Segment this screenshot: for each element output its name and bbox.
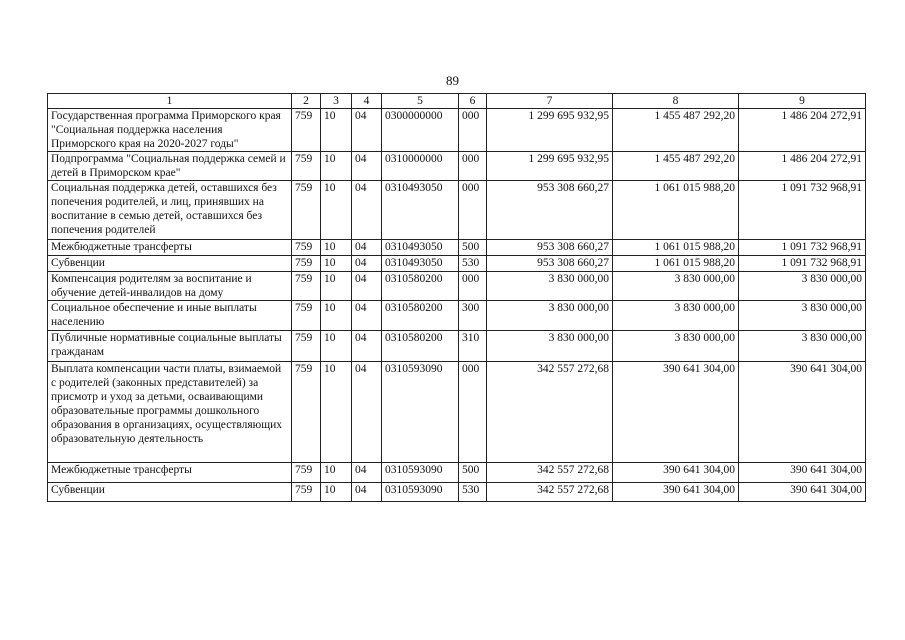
cell-col3: 10 (321, 240, 352, 256)
cell-col3: 10 (321, 483, 352, 502)
cell-col5: 0310580200 (382, 331, 459, 362)
table-row (48, 181, 866, 240)
cell-col7: 342 557 272,68 (487, 463, 613, 483)
row-name: Публичные нормативные социальные выплаты гражданам (48, 331, 292, 362)
cell-col7: 953 308 660,27 (487, 240, 613, 256)
cell-col9: 390 641 304,00 (739, 362, 866, 463)
table-row (48, 331, 866, 362)
cell-col9: 390 641 304,00 (739, 483, 866, 502)
cell-col4: 04 (352, 152, 382, 181)
column-header: 8 (613, 94, 739, 109)
cell-col7: 1 299 695 932,95 (487, 109, 613, 152)
cell-col6: 000 (459, 181, 487, 240)
column-header: 3 (321, 94, 352, 109)
cell-col2: 759 (292, 109, 321, 152)
cell-col2: 759 (292, 152, 321, 181)
cell-col3: 10 (321, 362, 352, 463)
cell-col5: 0310493050 (382, 181, 459, 240)
cell-col8: 390 641 304,00 (613, 483, 739, 502)
header-row (48, 94, 866, 109)
cell-col7: 342 557 272,68 (487, 362, 613, 463)
table-row (48, 463, 866, 483)
cell-col8: 1 455 487 292,20 (613, 109, 739, 152)
cell-col7: 953 308 660,27 (487, 181, 613, 240)
cell-col8: 3 830 000,00 (613, 301, 739, 331)
page-number: 89 (446, 73, 459, 88)
cell-col5: 0310593090 (382, 483, 459, 502)
cell-col4: 04 (352, 331, 382, 362)
row-name: Межбюджетные трансферты (48, 463, 292, 483)
table-row (48, 483, 866, 502)
cell-col9: 1 486 204 272,91 (739, 152, 866, 181)
cell-col4: 04 (352, 256, 382, 272)
cell-col7: 3 830 000,00 (487, 301, 613, 331)
row-name: Государственная программа Приморского края "Социальная поддержка населения Приморского края на 2020-2027 годы" (48, 109, 292, 152)
cell-col9: 1 091 732 968,91 (739, 181, 866, 240)
cell-col9: 1 486 204 272,91 (739, 109, 866, 152)
cell-col5: 0310000000 (382, 152, 459, 181)
cell-col2: 759 (292, 256, 321, 272)
cell-col2: 759 (292, 272, 321, 301)
cell-col6: 310 (459, 331, 487, 362)
cell-col6: 000 (459, 109, 487, 152)
row-name: Выплата компенсации части платы, взимаемой с родителей (законных представителей) за присмотр и уход за детьми, осваивающими образовательные программы дошкольного образования в организациях, осуществляющих образовательную деятельность (48, 362, 292, 463)
cell-col4: 04 (352, 240, 382, 256)
table-row (48, 152, 866, 181)
cell-col7: 3 830 000,00 (487, 272, 613, 301)
table-row (48, 362, 866, 463)
cell-col8: 3 830 000,00 (613, 331, 739, 362)
cell-col5: 0310580200 (382, 301, 459, 331)
table-row (48, 272, 866, 301)
cell-col5: 0310493050 (382, 256, 459, 272)
column-header: 6 (459, 94, 487, 109)
row-name: Субвенции (48, 256, 292, 272)
cell-col4: 04 (352, 301, 382, 331)
cell-col8: 1 455 487 292,20 (613, 152, 739, 181)
column-header: 4 (352, 94, 382, 109)
cell-col3: 10 (321, 331, 352, 362)
cell-col6: 500 (459, 240, 487, 256)
cell-col9: 3 830 000,00 (739, 301, 866, 331)
cell-col5: 0300000000 (382, 109, 459, 152)
cell-col6: 000 (459, 152, 487, 181)
table-row (48, 256, 866, 272)
column-header: 2 (292, 94, 321, 109)
table-row (48, 240, 866, 256)
cell-col4: 04 (352, 109, 382, 152)
cell-col6: 000 (459, 362, 487, 463)
cell-col4: 04 (352, 272, 382, 301)
cell-col4: 04 (352, 181, 382, 240)
cell-col2: 759 (292, 331, 321, 362)
column-header: 1 (48, 94, 292, 109)
cell-col3: 10 (321, 272, 352, 301)
table-row (48, 109, 866, 152)
budget-table (47, 93, 866, 502)
cell-col8: 3 830 000,00 (613, 272, 739, 301)
cell-col3: 10 (321, 181, 352, 240)
column-header: 9 (739, 94, 866, 109)
cell-col8: 1 061 015 988,20 (613, 181, 739, 240)
cell-col7: 1 299 695 932,95 (487, 152, 613, 181)
cell-col5: 0310493050 (382, 240, 459, 256)
cell-col5: 0310593090 (382, 463, 459, 483)
cell-col9: 1 091 732 968,91 (739, 240, 866, 256)
column-header: 5 (382, 94, 459, 109)
cell-col6: 000 (459, 272, 487, 301)
cell-col6: 530 (459, 256, 487, 272)
cell-col2: 759 (292, 240, 321, 256)
cell-col9: 3 830 000,00 (739, 331, 866, 362)
table-row (48, 301, 866, 331)
cell-col3: 10 (321, 109, 352, 152)
row-name: Субвенции (48, 483, 292, 502)
cell-col2: 759 (292, 301, 321, 331)
cell-col9: 1 091 732 968,91 (739, 256, 866, 272)
cell-col2: 759 (292, 362, 321, 463)
cell-col4: 04 (352, 463, 382, 483)
cell-col8: 390 641 304,00 (613, 463, 739, 483)
cell-col8: 1 061 015 988,20 (613, 240, 739, 256)
cell-col2: 759 (292, 463, 321, 483)
row-name: Подпрограмма "Социальная поддержка семей и детей в Приморском крае" (48, 152, 292, 181)
row-name: Межбюджетные трансферты (48, 240, 292, 256)
cell-col9: 390 641 304,00 (739, 463, 866, 483)
cell-col8: 1 061 015 988,20 (613, 256, 739, 272)
cell-col7: 953 308 660,27 (487, 256, 613, 272)
cell-col6: 500 (459, 463, 487, 483)
cell-col3: 10 (321, 256, 352, 272)
row-name: Социальная поддержка детей, оставшихся без попечения родителей, и лиц, принявших на воспитание в семью детей, оставшихся без попечения родителей (48, 181, 292, 240)
cell-col7: 3 830 000,00 (487, 331, 613, 362)
cell-col2: 759 (292, 483, 321, 502)
cell-col6: 530 (459, 483, 487, 502)
row-name: Социальное обеспечение и иные выплаты населению (48, 301, 292, 331)
cell-col5: 0310580200 (382, 272, 459, 301)
cell-col3: 10 (321, 301, 352, 331)
cell-col3: 10 (321, 152, 352, 181)
column-header: 7 (487, 94, 613, 109)
cell-col9: 3 830 000,00 (739, 272, 866, 301)
cell-col7: 342 557 272,68 (487, 483, 613, 502)
cell-col3: 10 (321, 463, 352, 483)
cell-col6: 300 (459, 301, 487, 331)
cell-col4: 04 (352, 483, 382, 502)
cell-col5: 0310593090 (382, 362, 459, 463)
cell-col2: 759 (292, 181, 321, 240)
cell-col8: 390 641 304,00 (613, 362, 739, 463)
row-name: Компенсация родителям за воспитание и обучение детей-инвалидов на дому (48, 272, 292, 301)
cell-col4: 04 (352, 362, 382, 463)
